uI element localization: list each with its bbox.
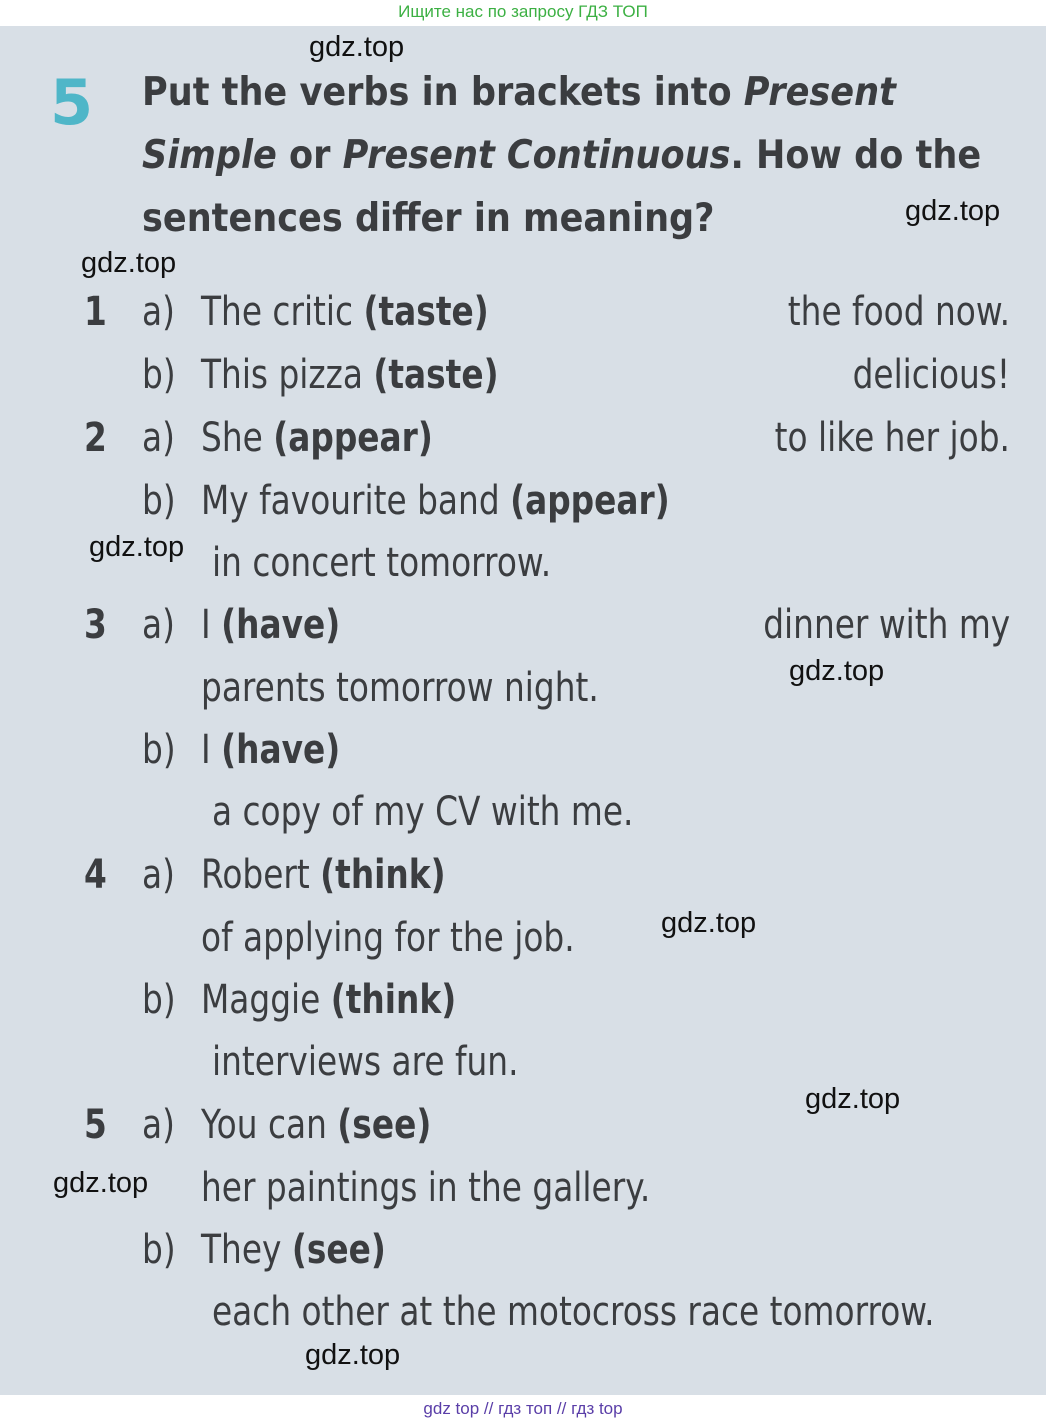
top-banner[interactable]: Ищите нас по запросу ГДЗ ТОП bbox=[0, 0, 1046, 26]
watermark: gdz.top bbox=[81, 247, 177, 279]
item-4a-label: a) bbox=[142, 852, 175, 898]
item-2b-text: My favourite band (appear) bbox=[201, 478, 670, 524]
watermark: gdz.top bbox=[89, 531, 185, 563]
item-3a-text: I (have) bbox=[201, 602, 341, 648]
watermark: gdz.top bbox=[309, 31, 405, 63]
item-number-3: 3 bbox=[84, 602, 107, 648]
item-4a-text: Robert (think) bbox=[201, 852, 446, 898]
item-3b-text: I (have) bbox=[201, 727, 341, 773]
item-4b-text: Maggie (think) bbox=[201, 977, 457, 1023]
item-1b-label: b) bbox=[142, 352, 176, 398]
item-5b-continuation: each other at the motocross race tomorrow. bbox=[212, 1289, 935, 1335]
item-3a-label: a) bbox=[142, 602, 175, 648]
item-number-2: 2 bbox=[84, 415, 107, 461]
item-5b-label: b) bbox=[142, 1227, 176, 1273]
item-number-4: 4 bbox=[84, 852, 107, 898]
exercise-title-line-1: Put the verbs in brackets into Present bbox=[142, 70, 896, 115]
item-1a-ending: the food now. bbox=[787, 289, 1010, 335]
item-2a-ending: to like her job. bbox=[774, 415, 1010, 461]
item-2b-label: b) bbox=[142, 478, 176, 524]
exercise-title-line-2: Simple or Present Continuous. How do the bbox=[142, 133, 982, 178]
item-3a-continuation: parents tomorrow night. bbox=[201, 665, 599, 711]
watermark: gdz.top bbox=[53, 1167, 149, 1199]
item-number-5: 5 bbox=[84, 1102, 107, 1148]
bottom-banner[interactable]: gdz top // гдз топ // гдз top bbox=[0, 1395, 1046, 1423]
item-1a-text: The critic (taste) bbox=[201, 289, 489, 335]
item-3b-continuation: a copy of my CV with me. bbox=[212, 789, 634, 835]
item-1a-label: a) bbox=[142, 289, 175, 335]
watermark: gdz.top bbox=[305, 1339, 401, 1371]
watermark: gdz.top bbox=[661, 907, 757, 939]
item-4a-continuation: of applying for the job. bbox=[201, 915, 575, 961]
watermark: gdz.top bbox=[905, 195, 1001, 227]
item-5b-text: They (see) bbox=[201, 1227, 386, 1273]
watermark: gdz.top bbox=[805, 1083, 901, 1115]
item-3a-ending: dinner with my bbox=[763, 602, 1010, 648]
item-2a-text: She (appear) bbox=[201, 415, 433, 461]
item-1b-text: This pizza (taste) bbox=[201, 352, 499, 398]
item-4b-continuation: interviews are fun. bbox=[212, 1039, 519, 1085]
watermark: gdz.top bbox=[789, 655, 885, 687]
item-2a-label: a) bbox=[142, 415, 175, 461]
item-5a-continuation: her paintings in the gallery. bbox=[201, 1165, 651, 1211]
item-number-1: 1 bbox=[84, 289, 107, 335]
item-1b-ending: delicious! bbox=[852, 352, 1010, 398]
exercise-number: 5 bbox=[50, 66, 94, 139]
exercise-title-line-3: sentences differ in meaning? bbox=[142, 196, 715, 241]
item-2b-continuation: in concert tomorrow. bbox=[212, 540, 552, 586]
item-5a-label: a) bbox=[142, 1102, 175, 1148]
item-4b-label: b) bbox=[142, 977, 176, 1023]
item-5a-text: You can (see) bbox=[201, 1102, 432, 1148]
item-3b-label: b) bbox=[142, 727, 176, 773]
